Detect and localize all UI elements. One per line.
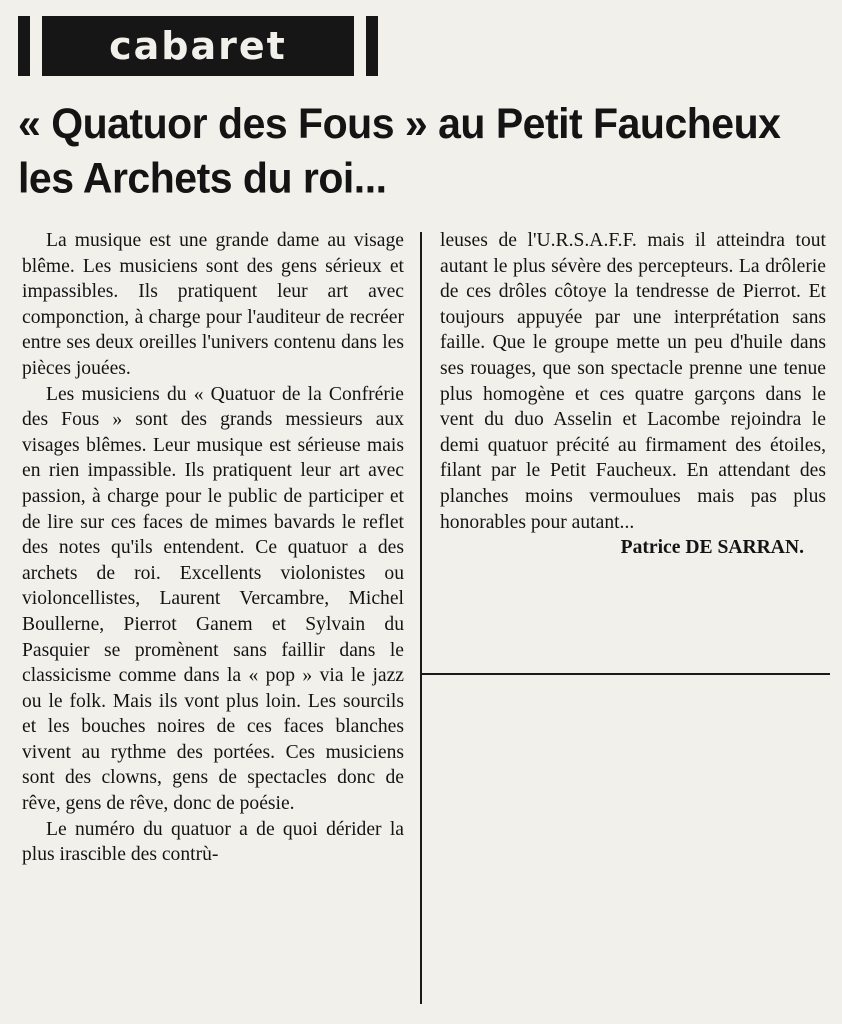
author-signature: Patrice DE SARRAN. xyxy=(620,537,804,559)
article-paragraph: leuses de l'U.R.S.A.F.F. mais il atteindra tout autant le plus sévère des percepteurs. La drôlerie de ces drôles côtoye la tendresse de Pierrot. Et toujours appuyée par une interprétation sans faille. Que le groupe mette un peu d'huile dans ses rouages, que son spectacle prenne une tenue plus homogène et ces quatre garçons dans le vent du duo Asselin et Lacombe rejoindra le demi quatuor précité au firmament des étoiles, filant par le Petit Faucheux. En attendant des planches moins vermoulues mais pas plus honorables pour autant... xyxy=(440,230,826,533)
headline-line-1: « Quatuor des Fous » au Petit Faucheux xyxy=(18,99,781,148)
article-paragraph: La musique est une grande dame au visage blême. Les musiciens sont des gens sérieux et impassibles. Ils pratiquent leur art avec componction, à charge pour l'auditeur de recréer entre ses deux oreilles l'univers contenu dans les pièces jouées. xyxy=(22,230,404,379)
section-rubric xyxy=(18,16,378,76)
column-divider-horizontal xyxy=(422,673,830,675)
rubric-bar-left xyxy=(18,16,30,76)
article-column-right xyxy=(440,228,826,561)
headline-line-2: les Archets du roi... xyxy=(18,153,387,203)
article-column-left xyxy=(22,228,404,868)
headline xyxy=(18,96,828,205)
rubric-label: cabaret xyxy=(42,16,354,76)
rubric-bar-right xyxy=(366,16,378,76)
article-paragraph: Le numéro du quatuor a de quoi dérider la plus irascible des contrù- xyxy=(22,818,404,866)
column-divider-vertical xyxy=(420,232,422,1004)
article-paragraph: Les musiciens du « Quatuor de la Confrérie des Fous » sont des grands messieurs aux visages blêmes. Leur musique est sérieuse mais en rien impassible. Ils pratiquent leur art avec passion, à charge pour le public de participer et de lire sur ces faces de mimes bavards le reflet des notes qu'ils entendent. Ce quatuor a des archets de roi. Excellents violonistes ou violoncellistes, Laurent Vercambre, Michel Boullerne, Pierrot Ganem et Sylvain du Pasquier se promènent sans faillir dans le classicisme comme dans la « pop » via le jazz ou le folk. Mais ils vont plus loin. Les sourcils et les bouches noires de ces faces blanches vivent au rythme des portées. Ces musiciens sont des clowns, gens de spectacles donc de rêve, gens de rêve, donc de poésie. xyxy=(22,383,404,815)
